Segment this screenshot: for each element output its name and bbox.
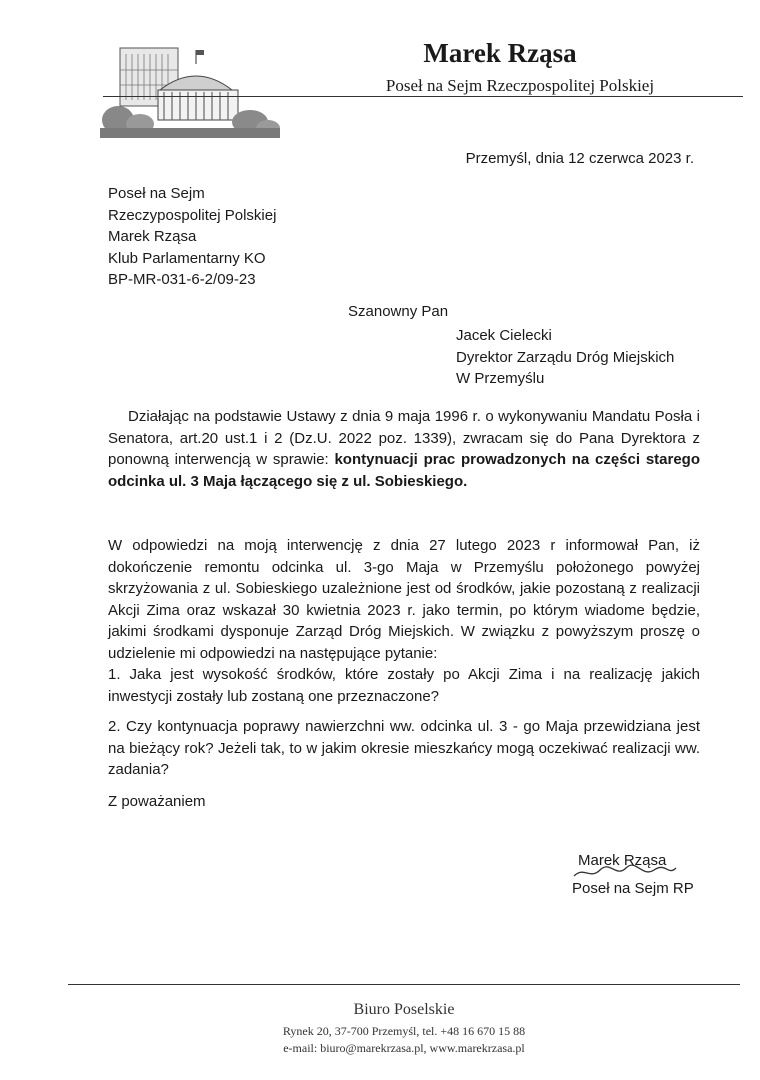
greeting: Szanowny Pan	[348, 303, 449, 320]
recipient-line: Dyrektor Zarządu Dróg Miejskich	[456, 348, 675, 366]
footer-divider	[68, 984, 740, 985]
footer-contact: e-mail: biuro@marekrzasa.pl, www.marekrzasa.pl	[283, 1041, 525, 1055]
recipient-block	[456, 325, 674, 390]
body-paragraph-1-text: Działając na podstawie Ustawy z dnia 9 maja 1996 r. o wykonywaniu Mandatu Posła i Senatora, art.20 ust.1 i 2 (Dz.U. 2022 poz. 1339), zwracam się do Pana Dyrektora z ponowną interwencją w sprawie:	[108, 408, 700, 468]
sejm-building-logo	[100, 40, 280, 140]
sender-line: Poseł na Sejm	[108, 185, 205, 202]
footer-address: Rynek 20, 37-700 Przemyśl, tel. +48 16 670 15 88	[282, 1024, 526, 1038]
body-paragraph-1-subject: kontynuacji prac prowadzonych na części starego odcinka ul. 3 Maja łączącego się z ul. Sobieskiego.	[108, 451, 700, 490]
footer-title: Biuro Poselskie	[353, 1001, 455, 1018]
recipient-line: W Przemyślu	[456, 370, 545, 387]
header-divider	[103, 96, 743, 97]
signature-name: Marek Rząsa	[578, 852, 667, 869]
closing: Z poważaniem	[108, 793, 206, 810]
sender-line: Rzeczypospolitej Polskiej	[108, 206, 277, 224]
sender-block	[108, 183, 276, 291]
header-name: Marek Rząsa	[423, 38, 577, 68]
sender-line: Marek Rząsa	[108, 228, 197, 245]
question-2: 2. Czy kontynuacja poprawy nawierzchni ww. odcinka ul. 3 - go Maja przewidziana jest na bieżący rok? Jeżeli tak, to w jakim okresie mieszkańcy mogą oczekiwać realizacji ww. zadania?	[108, 718, 700, 778]
body-paragraph-1	[108, 406, 700, 492]
signature-title: Poseł na Sejm RP	[572, 880, 694, 897]
handwritten-signature	[570, 862, 680, 882]
recipient-line: Jacek Cielecki	[456, 327, 552, 344]
sender-line: BP-MR-031-6-2/09-23	[108, 271, 256, 288]
question-1: 1. Jaka jest wysokość środków, które zostały po Akcji Zima i na realizację jakich inwestycji zostały lub zostaną one przeznaczone?	[108, 666, 700, 705]
letter-date: Przemyśl, dnia 12 czerwca 2023 r.	[465, 150, 694, 167]
sender-line: Klub Parlamentarny KO	[108, 249, 266, 267]
header-subtitle: Poseł na Sejm Rzeczpospolitej Polskiej	[385, 76, 655, 95]
body-paragraph-2: W odpowiedzi na moją interwencję z dnia 27 lutego 2023 r informował Pan, iż dokończenie remontu odcinka ul. 3-go Maja w Przemyślu położonego powyżej skrzyżowania z ul. Sobieskiego uzależnione jest od środków, jakie pozostaną z realizacji Akcji Zima oraz wskazał 30 kwietnia 2023 r. jako termin, po którym wiadome będzie, jakimi środkami dysponuje Zarząd Dróg Miejskich. W związku z powyższym proszę o udzielenie mi odpowiedzi na następujące pytanie:	[108, 537, 700, 662]
